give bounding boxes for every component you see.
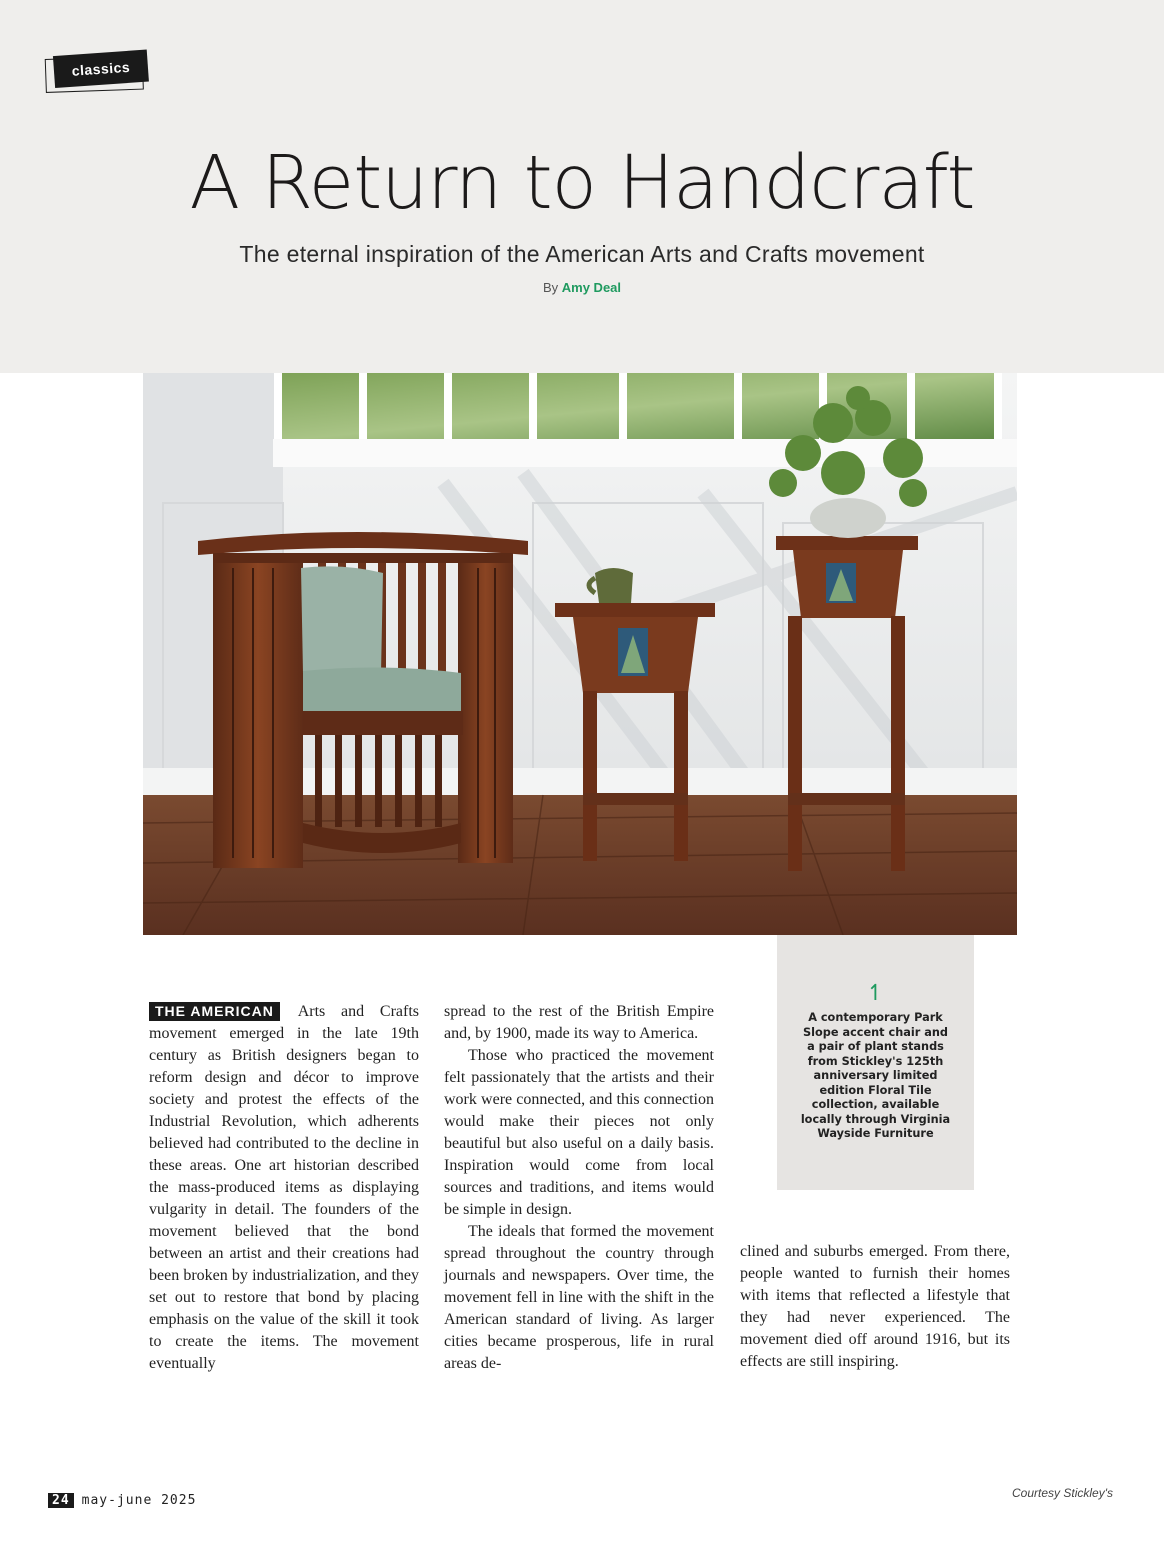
issue-date: may-june 2025 — [81, 1493, 197, 1508]
article-column-2 — [444, 1001, 714, 1375]
photo-caption — [777, 935, 974, 1190]
col3-paragraph: clined and suburbs emerged. From there, people wanted to furnish their homes with items that reflected a lifestyle that they had never experienced. The movement died off around 1916, but its effects are still inspiring. — [740, 1243, 1010, 1370]
section-tag-label: classics — [53, 50, 149, 88]
article-column-1 — [149, 1001, 419, 1375]
lead-in: THE AMERICAN — [149, 1002, 280, 1021]
photo-credit: Courtesy Stickley's — [1012, 1486, 1113, 1500]
article-subtitle: The eternal inspiration of the American Arts and Crafts movement — [239, 241, 925, 267]
col2-paragraph-2: Those who practiced the movement felt passionately that the artists and their work were connected, and this connection would make their pieces not only beautiful but also useful on a daily basis. Inspiration would come from local sources and traditions, and items would be simple in design. — [444, 1047, 714, 1218]
author-name: Amy Deal — [561, 280, 622, 295]
col2-paragraph-3: The ideals that formed the movement spread throughout the country through journals and newspapers. Over time, the movement fell in line with the shift in the American standard of living. As larger cities became prosperous, life in rural areas de- — [444, 1223, 714, 1372]
up-arrow-icon: ↿ — [866, 981, 885, 1006]
photo-of-chair-and-plant-stands — [143, 373, 1017, 935]
byline — [0, 280, 1164, 295]
article-title: A Return to Handcraft — [189, 140, 975, 226]
col2-paragraph-1: spread to the rest of the British Empire and, by 1900, made its way to America. — [444, 1003, 714, 1042]
hero-photo — [143, 373, 1017, 935]
col1-paragraph: Arts and Crafts movement emerged in the late 19th century as British designers began to reform design and décor to improve society and protest the effects of the Industrial Revolution, which adherents believed had contributed to the decline in these areas. One art historian described the mass-produced items as displaying vulgarity in detail. The founders of the movement believed that the bond between an artist and their creations had been broken by industrialization, and they set out to restore that bond by placing emphasis on the value of the skill it took to create the items. The movement eventually — [149, 1003, 419, 1372]
article-column-3 — [740, 1241, 1010, 1373]
folio — [48, 1493, 196, 1508]
section-tag — [47, 50, 149, 91]
caption-text: A contemporary Park Slope accent chair and a pair of plant stands from Stickley's 125th anniversary limited edition Floral Tile collection, available locally through Virginia Wayside Furniture — [800, 1011, 951, 1140]
page-number: 24 — [48, 1493, 74, 1508]
byline-prefix: By — [542, 280, 559, 295]
